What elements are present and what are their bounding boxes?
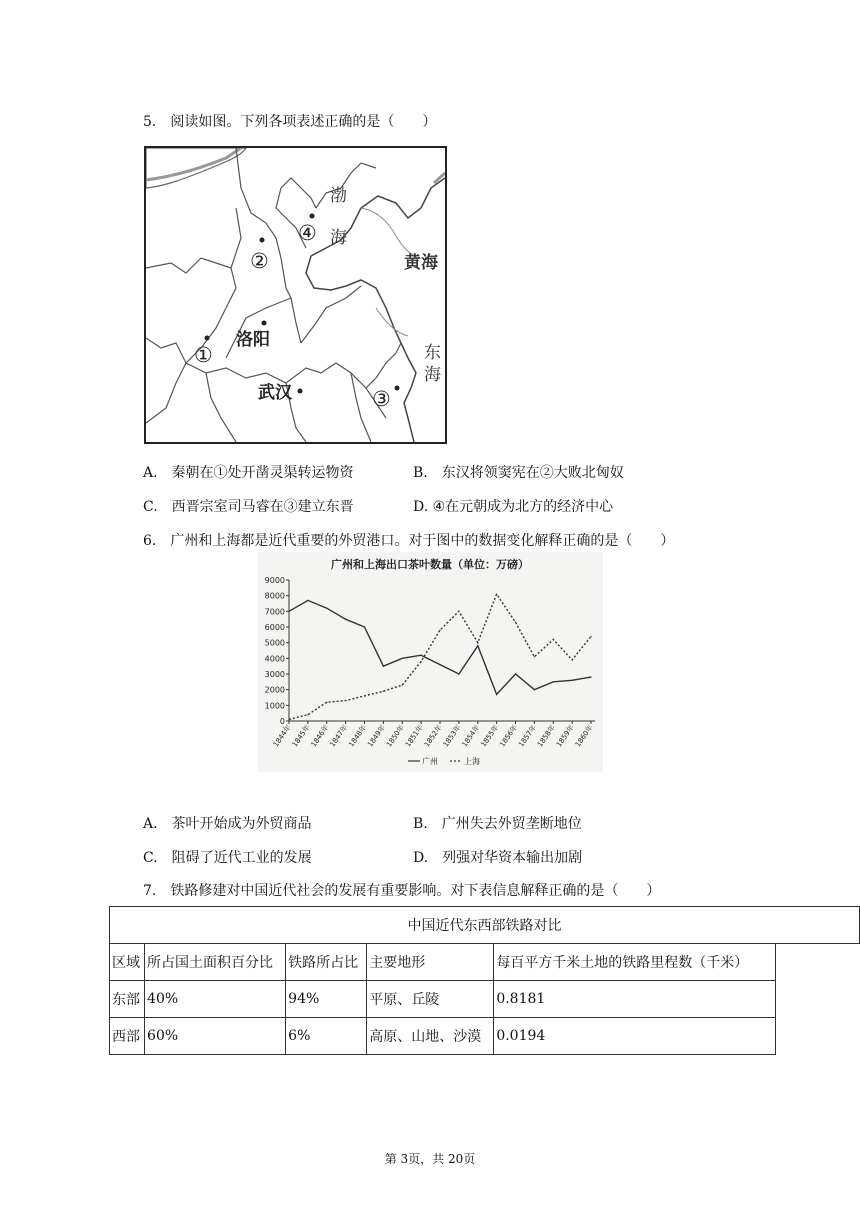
q5-option-c[interactable]: C. 西晋宗室司马睿在③建立东晋 xyxy=(143,499,354,515)
east-sea-label-1: 东 xyxy=(424,343,441,363)
x-tick-label: 1844年 xyxy=(271,723,293,749)
data-point xyxy=(572,659,573,660)
table-cell: 西部 xyxy=(110,1018,145,1055)
table-header: 铁路所占比 xyxy=(286,944,367,981)
marker-3-label: ③ xyxy=(372,387,391,411)
x-tick-label: 1846年 xyxy=(309,723,331,749)
table-cell: 0.8181 xyxy=(494,981,776,1018)
east-sea-label-2: 海 xyxy=(424,365,441,385)
data-point xyxy=(421,655,422,656)
y-tick-label: 1000 xyxy=(264,701,285,711)
table-cell: 94% xyxy=(286,981,367,1018)
table-cell: 40% xyxy=(145,981,286,1018)
data-point xyxy=(326,702,327,703)
legend-label: 上海 xyxy=(464,757,480,766)
x-tick-label: 1853年 xyxy=(441,723,463,749)
page-footer: 第 3页，共 20页 xyxy=(384,1152,476,1166)
data-point xyxy=(496,694,497,695)
data-point xyxy=(590,677,591,678)
table-cell: 高原、山地、沙漠 xyxy=(367,1018,494,1055)
point-1-dot xyxy=(205,336,210,341)
line-chart-svg xyxy=(258,552,603,772)
data-point xyxy=(288,611,289,612)
data-point xyxy=(307,714,308,715)
data-point xyxy=(458,611,459,612)
table-spacer xyxy=(776,1018,860,1055)
data-point xyxy=(439,664,440,665)
q6-option-c[interactable]: C. 阻碍了近代工业的发展 xyxy=(143,850,312,866)
x-tick-label: 1848年 xyxy=(347,723,369,749)
point-2-dot xyxy=(260,238,265,243)
y-tick-label: 5000 xyxy=(264,638,285,648)
data-point xyxy=(515,673,516,674)
table-header-row xyxy=(110,944,860,981)
x-tick-label: 1850年 xyxy=(385,723,406,749)
data-point xyxy=(307,600,308,601)
question-7-stem: 7. 铁路修建对中国近代社会的发展有重要影响。对下表信息解释正确的是（ ） xyxy=(143,883,661,899)
table-cell: 东部 xyxy=(110,981,145,1018)
x-tick-label: 1859年 xyxy=(554,723,576,749)
x-tick-label: 1858年 xyxy=(536,723,557,749)
x-tick-label: 1845年 xyxy=(290,723,312,749)
marker-1-label: ① xyxy=(194,343,213,367)
data-point xyxy=(364,626,365,627)
tea-export-chart xyxy=(258,552,603,772)
x-tick-label: 1860年 xyxy=(573,723,595,749)
data-point xyxy=(534,689,535,690)
y-tick-label: 3000 xyxy=(264,670,285,679)
data-point xyxy=(364,695,365,696)
data-point xyxy=(402,684,403,685)
legend-label: 广州 xyxy=(422,757,438,766)
marker-4-label: ④ xyxy=(298,221,317,245)
data-point xyxy=(515,622,516,623)
table-header: 区域 xyxy=(110,944,145,981)
data-point xyxy=(458,673,459,674)
data-point xyxy=(288,719,289,720)
table-header: 所占国土面积百分比 xyxy=(145,944,286,981)
x-tick-label: 1856年 xyxy=(498,723,520,749)
wuhan-dot xyxy=(298,389,303,394)
point-4-dot xyxy=(310,214,315,219)
historical-map xyxy=(144,146,447,444)
data-point xyxy=(496,594,497,595)
bohai-label-2: 海 xyxy=(330,228,347,248)
data-point xyxy=(402,658,403,659)
x-tick-label: 1852年 xyxy=(422,723,444,749)
yellow-sea-label: 黄海 xyxy=(404,253,438,273)
table-cell: 60% xyxy=(145,1018,286,1055)
chart-title: 广州和上海出口茶叶数量（单位：万磅） xyxy=(331,558,529,571)
q6-option-a[interactable]: A. 茶叶开始成为外贸商品 xyxy=(143,816,312,832)
data-point xyxy=(534,656,535,657)
data-point xyxy=(553,639,554,640)
data-point xyxy=(326,608,327,609)
table-cell: 0.0194 xyxy=(494,1018,776,1055)
y-tick-label: 6000 xyxy=(264,623,285,632)
table-row xyxy=(110,1018,860,1055)
table-spacer xyxy=(776,944,860,981)
wuhan-label: 武汉 xyxy=(258,383,292,403)
data-point xyxy=(439,630,440,631)
table-header: 主要地形 xyxy=(367,944,494,981)
marker-2-label: ② xyxy=(250,249,269,273)
question-6-stem: 6. 广州和上海都是近代重要的外贸港口。对于图中的数据变化解释正确的是（ ） xyxy=(143,533,675,549)
railway-comparison-table xyxy=(109,906,860,1055)
y-tick-label: 0 xyxy=(279,717,285,726)
table-spacer xyxy=(776,981,860,1018)
y-tick-label: 2000 xyxy=(264,685,285,695)
q5-option-b[interactable]: B. 东汉将领窦宪在②大败北匈奴 xyxy=(413,465,624,481)
y-tick-label: 7000 xyxy=(264,607,285,617)
data-point xyxy=(572,680,573,681)
question-5-stem: 5. 阅读如图。下列各项表述正确的是（ ） xyxy=(143,114,437,130)
y-tick-label: 4000 xyxy=(264,654,285,664)
map-figure xyxy=(146,148,445,442)
luoyang-label: 洛阳 xyxy=(236,330,270,350)
table-title-row xyxy=(110,907,860,944)
x-tick-label: 1851年 xyxy=(403,723,425,749)
table-title: 中国近代东西部铁路对比 xyxy=(110,907,860,944)
x-tick-label: 1849年 xyxy=(366,723,388,749)
data-point xyxy=(383,691,384,692)
luoyang-dot xyxy=(262,321,267,326)
table-cell: 6% xyxy=(286,1018,367,1055)
y-tick-label: 8000 xyxy=(264,591,285,601)
x-tick-label: 1847年 xyxy=(328,723,350,749)
data-point xyxy=(383,666,384,667)
x-tick-label: 1855年 xyxy=(479,723,501,749)
q5-option-a[interactable]: A. 秦朝在①处开凿灵渠转运物资 xyxy=(143,465,354,481)
q5-option-d[interactable]: D. ④在元朝成为北方的经济中心 xyxy=(413,499,614,515)
x-tick-label: 1857年 xyxy=(517,723,539,749)
x-tick-label: 1854年 xyxy=(460,723,482,749)
data-point xyxy=(345,619,346,620)
y-tick-label: 9000 xyxy=(264,576,285,585)
table-cell: 平原、丘陵 xyxy=(367,981,494,1018)
table-row xyxy=(110,981,860,1018)
data-point xyxy=(477,642,478,643)
point-3-dot xyxy=(395,386,400,391)
data-point xyxy=(590,636,591,637)
table-header: 每百平方千米土地的铁路里程数（千米） xyxy=(494,944,776,981)
bohai-label-1: 渤 xyxy=(330,186,347,206)
data-point xyxy=(345,700,346,701)
data-point xyxy=(553,681,554,682)
q6-option-d[interactable]: D. 列强对华资本输出加剧 xyxy=(413,850,583,866)
data-point xyxy=(421,661,422,662)
q6-option-b[interactable]: B. 广州失去外贸垄断地位 xyxy=(413,816,582,832)
data-point xyxy=(477,645,478,646)
